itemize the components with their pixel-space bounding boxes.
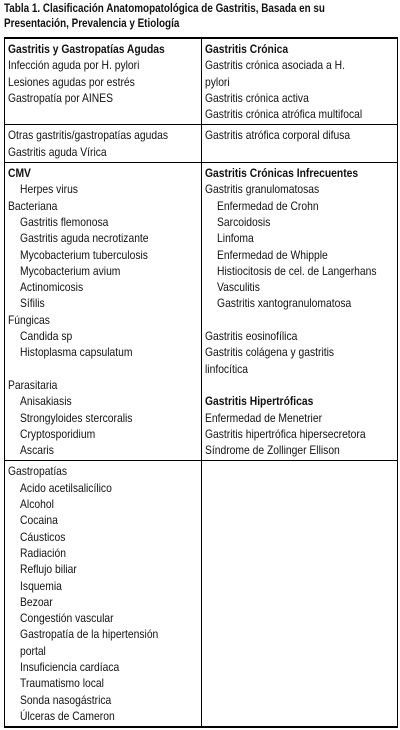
list-item: Otras gastritis/gastropatías agudas xyxy=(8,128,169,143)
spacer xyxy=(205,312,400,328)
list-item: Cocaina xyxy=(20,513,58,528)
list-item: Infección aguda por H. pylori xyxy=(8,58,140,73)
list-item: pylori xyxy=(205,74,230,89)
table-caption: Tabla 1. Clasificación Anatomopatológica de Gastritis, Basada en su Presentación, Prevalencia y Etiología xyxy=(4,3,325,30)
list-item: Mycobacterium tuberculosis xyxy=(20,247,148,262)
cell-chronic-gastritis xyxy=(202,38,398,125)
cell-acute-gastritis xyxy=(5,38,202,125)
section-heading: Gastritis Hipertróficas xyxy=(205,394,314,409)
cell-uncommon-chronic xyxy=(202,163,398,461)
table-row xyxy=(5,38,398,125)
list-item: Ascaris xyxy=(20,443,54,458)
list-item: Anisakiasis xyxy=(20,394,72,409)
list-item: Traumatismo local xyxy=(20,676,104,691)
list-item: Acido acetilsalicílico xyxy=(20,480,112,495)
list-item: Gastritis eosinofílica xyxy=(205,329,298,344)
list-item: Gastritis flemonosa xyxy=(20,214,109,229)
subsection-label: Parasitaria xyxy=(8,377,58,392)
section-heading: CMV xyxy=(8,166,31,181)
list-item: Úlceras de Cameron xyxy=(20,708,115,723)
list-item: Cáusticos xyxy=(20,529,66,544)
classification-table xyxy=(4,37,398,728)
list-item: Strongyloides stercoralis xyxy=(20,410,133,425)
section-heading: Gastritis y Gastropatías Agudas xyxy=(8,42,165,56)
table-row xyxy=(5,163,398,461)
table-row xyxy=(5,125,398,163)
list-item: Mycobacterium avium xyxy=(20,263,121,278)
spacer xyxy=(205,377,400,393)
list-item: Insuficiencia cardíaca xyxy=(20,659,120,674)
list-item: Sífilis xyxy=(20,296,45,311)
cell-atrophic xyxy=(202,125,398,163)
list-item: Enfermedad de Crohn xyxy=(217,198,319,213)
list-item: Gastritis aguda Vírica xyxy=(8,144,107,159)
cell-other-acute xyxy=(5,125,202,163)
list-item: Candida sp xyxy=(20,329,73,344)
list-item: Isquemia xyxy=(20,578,62,593)
section-heading: Gastritis Crónicas Infrecuentes xyxy=(205,166,359,181)
list-item: Linfoma xyxy=(217,231,254,246)
cell-infectious xyxy=(5,163,202,461)
list-item: Congestión vascular xyxy=(20,611,114,626)
list-item: Bezoar xyxy=(20,594,53,609)
list-item: Gastritis xantogranulomatosa xyxy=(217,296,352,311)
subsection-label: Gastropatías xyxy=(8,464,68,479)
list-item: Gastritis crónica atrófica multifocal xyxy=(205,107,363,122)
list-item: Gastritis crónica activa xyxy=(205,90,309,105)
list-item: Gastritis hipertrófica hipersecretora xyxy=(205,426,366,441)
list-item: Reflujo biliar xyxy=(20,562,77,577)
cell-empty xyxy=(202,461,398,727)
list-item: Histoplasma capsulatum xyxy=(20,345,133,360)
subsection-label: Bacteriana xyxy=(8,198,58,213)
list-item: Lesiones agudas por estrés xyxy=(8,74,135,89)
spacer xyxy=(8,361,208,377)
list-item: Gastritis aguda necrotizante xyxy=(20,231,149,246)
list-item: Herpes virus xyxy=(20,182,78,197)
list-item: Radiación xyxy=(20,545,66,560)
list-item: Alcohol xyxy=(20,497,54,512)
list-item: Cryptosporidium xyxy=(20,426,96,441)
subsection-label: Gastritis granulomatosas xyxy=(205,182,320,197)
list-item: Enfermedad de Menetrier xyxy=(205,410,323,425)
list-item: Gastropatía de la hipertensión xyxy=(20,627,159,642)
list-item: Actinomicosis xyxy=(20,280,84,295)
list-item: Gastritis atrófica corporal difusa xyxy=(205,128,351,143)
list-item: portal xyxy=(20,643,46,658)
table-row xyxy=(5,461,398,727)
list-item: Vasculitis xyxy=(217,280,260,295)
list-item: linfocítica xyxy=(205,361,249,376)
cell-gastropathies xyxy=(5,461,202,727)
list-item: Sonda nasogástrica xyxy=(20,692,112,707)
list-item: Gastritis colágena y gastritis xyxy=(205,345,335,360)
list-item: Síndrome de Zollinger Ellison xyxy=(205,443,340,458)
list-item: Histiocitosis de cel. de Langerhans xyxy=(217,263,377,278)
list-item: Gastritis crónica asociada a H. xyxy=(205,58,345,73)
list-item: Enfermedad de Whipple xyxy=(217,247,328,262)
section-heading: Gastritis Crónica xyxy=(205,42,289,56)
list-item: Gastropatía por AINES xyxy=(8,90,113,105)
subsection-label: Fúngicas xyxy=(8,312,50,327)
list-item: Sarcoidosis xyxy=(217,214,271,229)
